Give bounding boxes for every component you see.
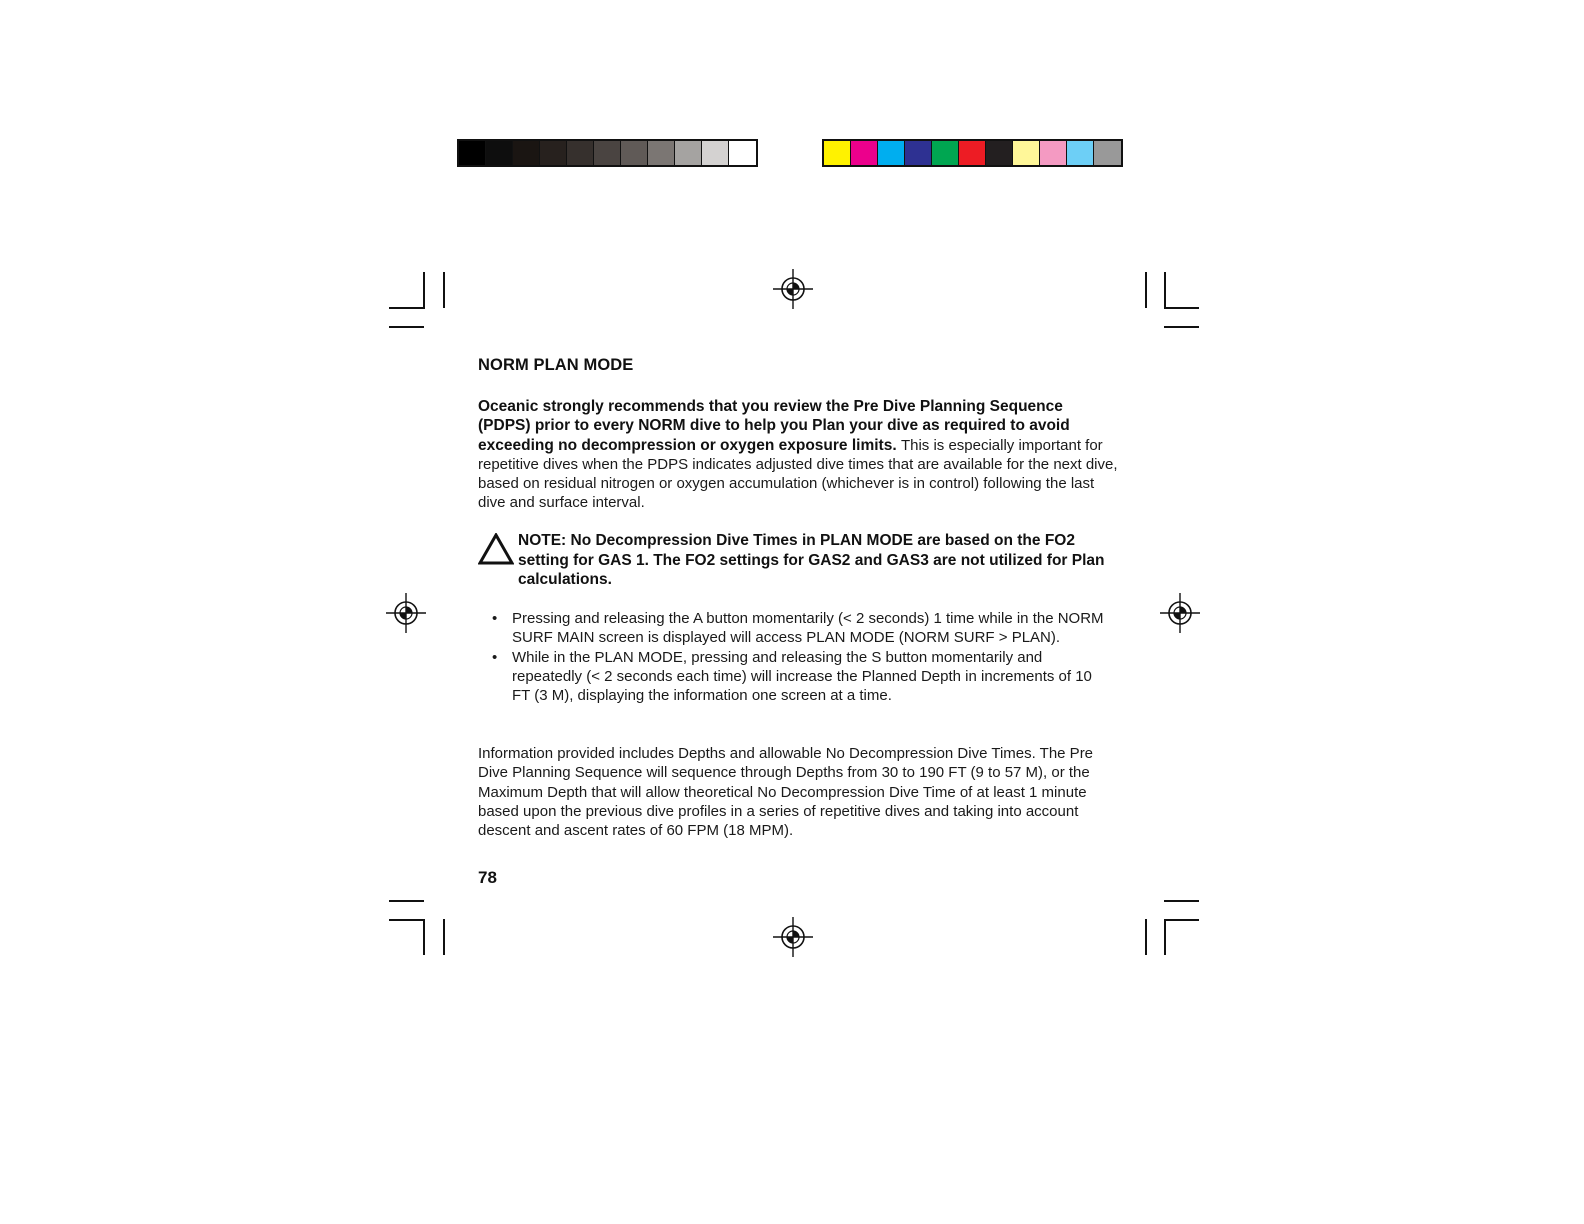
- crop-mark: [443, 272, 445, 308]
- color-swatch: [621, 141, 648, 165]
- color-swatch: [1094, 141, 1121, 165]
- color-swatch: [702, 141, 729, 165]
- intro-body: This is especially important for repetitive dives when the PDPS indicates adjusted dive times that are available for the next dive, based on residual nitrogen or oxygen accumulation (whichever is in control) following the last dive and surface interval.: [478, 436, 1118, 512]
- color-swatch: [486, 141, 513, 165]
- bullet-dot: •: [492, 610, 498, 627]
- color-swatch: [594, 141, 621, 165]
- list-item-text: While in the PLAN MODE, pressing and releasing the S button momentarily and repeatedly (< 2 seconds each time) will increase the Planned Depth in increments of 10 FT (3 M), displaying the information one screen at a time.: [512, 648, 1092, 705]
- crop-mark: [389, 326, 424, 328]
- color-swatch: [513, 141, 540, 165]
- registration-mark-icon: [773, 917, 813, 957]
- color-swatch: [540, 141, 567, 165]
- color-swatch: [1040, 141, 1067, 165]
- intro-paragraph: [478, 397, 1118, 513]
- color-swatch: [459, 141, 486, 165]
- crop-mark: [389, 900, 424, 902]
- crop-mark: [389, 307, 425, 309]
- crop-mark: [1164, 307, 1199, 309]
- warning-triangle-icon: [478, 533, 514, 565]
- crop-mark: [389, 919, 425, 921]
- color-swatch: [851, 141, 878, 165]
- crop-mark: [1164, 272, 1166, 308]
- info-paragraph: Information provided includes Depths and allowable No Decompression Dive Times. The Pre Dive Planning Sequence will sequence through Depths from 30 to 190 FT (9 to 57 M), or the Maximum Depth that will allow theoretical No Decompression Dive Time of at least 1 minute based upon the previous dive profiles in a series of repetitive dives and taking into account descent and ascent rates of 60 FPM (18 MPM).: [478, 745, 1094, 840]
- grayscale-calibration-bar: [457, 139, 758, 167]
- crop-mark: [1145, 919, 1147, 955]
- color-swatch: [878, 141, 905, 165]
- registration-mark-icon: [386, 593, 426, 633]
- color-calibration-bar: [822, 139, 1123, 167]
- crop-mark: [1164, 919, 1166, 955]
- instruction-list: [490, 609, 1110, 705]
- list-item-text: Pressing and releasing the A button momentarily (< 2 seconds) 1 time while in the NORM SURF MAIN screen is displayed will access PLAN MODE (NORM SURF > PLAN).: [512, 610, 1104, 647]
- color-swatch: [567, 141, 594, 165]
- intro-emphasis: Oceanic strongly recommends that you review the Pre Dive Planning Sequence (PDPS) prior to every NORM dive to help you Plan your dive as required to avoid exceeding no decompression or oxygen exposure limits.: [478, 398, 1070, 454]
- registration-mark-icon: [1160, 593, 1200, 633]
- color-swatch: [1013, 141, 1040, 165]
- list-item: [490, 648, 1110, 706]
- note-text: NOTE: No Decompression Dive Times in PLAN MODE are based on the FO2 setting for GAS 1. The FO2 settings for GAS2 and GAS3 are not utilized for Plan calculations.: [518, 532, 1105, 588]
- color-swatch: [959, 141, 986, 165]
- crop-mark: [1164, 900, 1199, 902]
- bullet-dot: •: [492, 648, 498, 666]
- crop-mark: [423, 919, 425, 955]
- color-swatch: [648, 141, 675, 165]
- color-swatch: [986, 141, 1013, 165]
- crop-mark: [1164, 919, 1199, 921]
- crop-mark: [443, 919, 445, 955]
- color-swatch: [729, 141, 756, 165]
- list-item: [490, 609, 1110, 648]
- page-number: 78: [478, 868, 497, 887]
- crop-mark: [1164, 326, 1199, 328]
- color-swatch: [675, 141, 702, 165]
- color-swatch: [824, 141, 851, 165]
- color-swatch: [932, 141, 959, 165]
- color-swatch: [905, 141, 932, 165]
- page-heading: NORM PLAN MODE: [478, 356, 634, 374]
- crop-mark: [423, 272, 425, 308]
- registration-mark-icon: [773, 269, 813, 309]
- color-swatch: [1067, 141, 1094, 165]
- crop-mark: [1145, 272, 1147, 308]
